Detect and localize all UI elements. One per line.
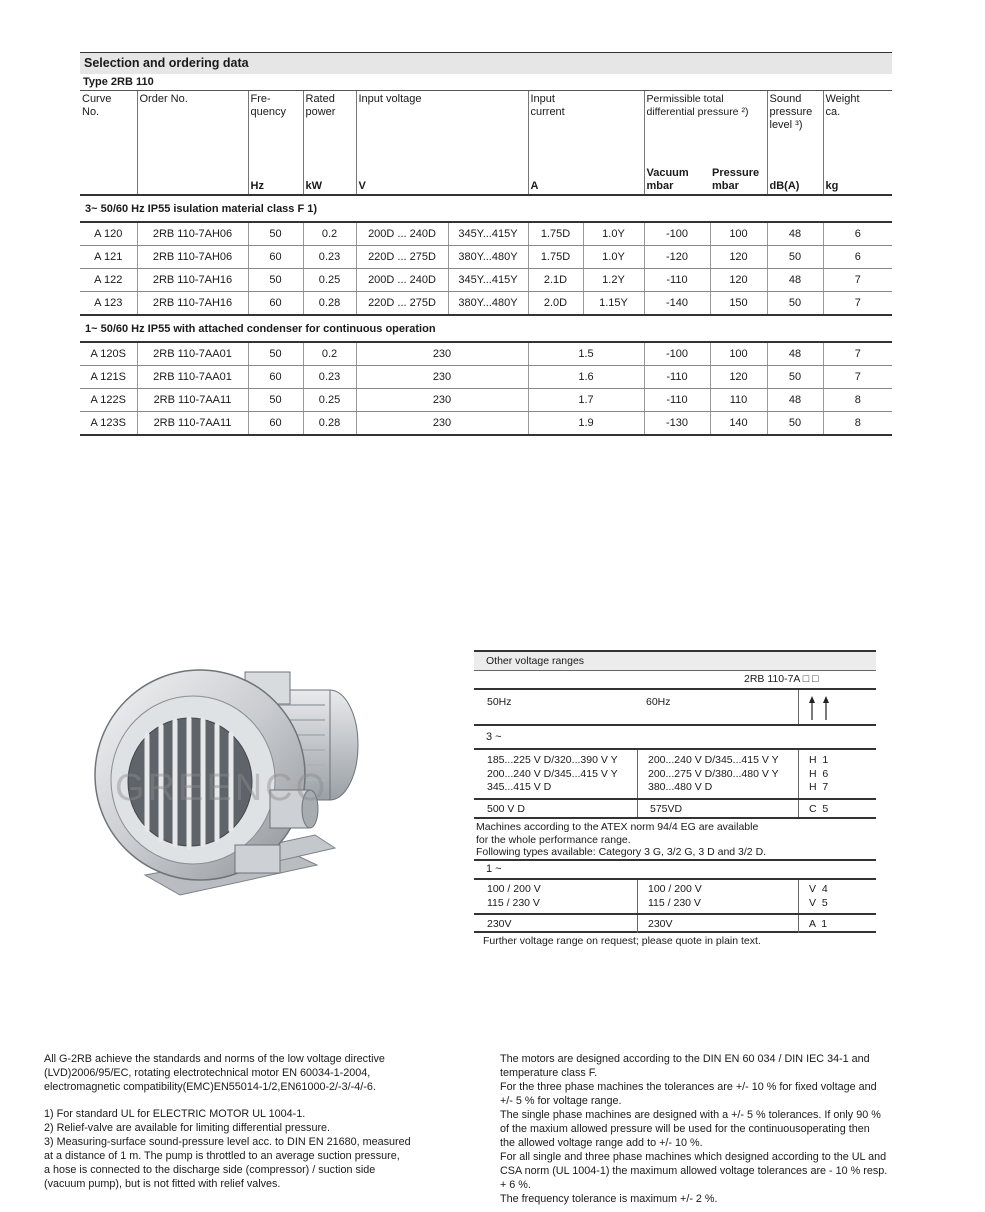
model-row <box>474 670 876 688</box>
cell-pressure: 120 <box>710 366 767 389</box>
cell-hz: 50 <box>248 389 303 412</box>
cell-current: 1.7 <box>528 389 644 412</box>
cell-curve: A 122S <box>80 389 137 412</box>
header-weight: Weight ca. <box>823 91 892 165</box>
type-label: Type 2RB 110 <box>80 75 892 91</box>
cell-order: 2RB 110-7AA11 <box>137 389 248 412</box>
cell-db: 50 <box>767 292 823 316</box>
cell-vacuum: -130 <box>644 412 710 436</box>
unit-curve <box>80 165 137 195</box>
cell-vacuum: -110 <box>644 366 710 389</box>
table-row <box>80 342 892 366</box>
table-units-row <box>80 165 892 195</box>
cell-current-y: 1.15Y <box>583 292 644 316</box>
cell-db: 50 <box>767 366 823 389</box>
cell-order: 2RB 110-7AA01 <box>137 342 248 366</box>
cell-curve: A 123S <box>80 412 137 436</box>
cell-voltage-d: 200D ... 240D <box>356 269 448 292</box>
unit-v: V <box>356 165 528 195</box>
voltage-footer: Further voltage range on request; please quote in plain text. <box>483 935 761 947</box>
single-phase-label: 1 ~ <box>486 863 502 875</box>
header-pressure: Permissible total differential pressure ²) <box>644 91 767 165</box>
single-codes: V 4 V 5 <box>809 883 828 909</box>
cell-vacuum: -110 <box>644 389 710 412</box>
selection-table <box>80 91 892 436</box>
three-50hz-500v: 500 V D <box>487 803 525 815</box>
blower-image <box>85 650 385 920</box>
cell-vacuum: -100 <box>644 342 710 366</box>
cell-curve: A 122 <box>80 269 137 292</box>
header-sound: Sound pressure level ³) <box>767 91 823 165</box>
cell-db: 48 <box>767 342 823 366</box>
single-60hz-230v: 230V <box>648 918 673 930</box>
three-50hz-ranges: 185...225 V D/320...390 V Y 200...240 V D/345...415 V Y 345...415 V D <box>487 754 618 793</box>
notes-right-ul: For all single and three phase machines which designed according to the UL and CSA norm (UL 1004-1) the maximum allowed voltage tolerances are - 10 % resp. + 6 %. <box>500 1151 888 1191</box>
unit-vacuum: Vacuum mbar <box>644 165 710 195</box>
cell-curve: A 123 <box>80 292 137 316</box>
three-code-c5: C 5 <box>809 803 829 815</box>
table-row <box>80 389 892 412</box>
cell-pressure: 120 <box>710 246 767 269</box>
code-divider <box>798 690 799 724</box>
col-divider <box>637 800 638 817</box>
cell-order: 2RB 110-7AH16 <box>137 292 248 316</box>
col-divider <box>637 880 638 913</box>
cell-pressure: 100 <box>710 342 767 366</box>
notes-right-three-phase: For the three phase machines the tolerances are +/- 10 % for fixed voltage and +/- 5 % for voltage range. <box>500 1081 877 1107</box>
notes-right-single-phase: The single phase machines are designed with a +/- 5 % tolerances. If only 90 % of the maxium allowed pressure will be used for the continuousoperating then the allowed voltage range add to +/- 10 %. <box>500 1109 881 1149</box>
col-50hz: 50Hz <box>487 696 512 708</box>
single-phase-row <box>474 859 876 878</box>
unit-kg: kg <box>823 165 892 195</box>
cell-pressure: 140 <box>710 412 767 436</box>
table-row <box>80 222 892 246</box>
section-three-phase <box>80 195 892 222</box>
cell-voltage: 230 <box>356 389 528 412</box>
section-single-phase-label: 1~ 50/60 Hz IP55 with attached condenser for continuous operation <box>80 315 892 342</box>
cell-kg: 6 <box>823 246 892 269</box>
cell-voltage-d: 220D ... 275D <box>356 292 448 316</box>
cell-kw: 0.28 <box>303 412 356 436</box>
header-power: Rated power <box>303 91 356 165</box>
cell-current: 1.6 <box>528 366 644 389</box>
cell-kw: 0.28 <box>303 292 356 316</box>
header-voltage: Input voltage <box>356 91 528 165</box>
cell-voltage-d: 200D ... 240D <box>356 222 448 246</box>
cell-order: 2RB 110-7AA01 <box>137 366 248 389</box>
cell-kg: 7 <box>823 366 892 389</box>
code-divider <box>798 800 799 817</box>
notes-left-footnotes: 1) For standard UL for ELECTRIC MOTOR UL 1004-1. 2) Relief-valve are available for limiting differential pressure. 3) Measuring-surface sound-pressure level acc. to DIN EN 21680, measured at a distance of 1 m. The pump is throttled to an average suction pressure, a hose is connected to the discharge side (compressor) / suction side (vacuum pump), but is not fitted with relief valves. <box>44 1108 411 1190</box>
cell-vacuum: -140 <box>644 292 710 316</box>
cell-current: 1.5 <box>528 342 644 366</box>
cell-curve: A 120 <box>80 222 137 246</box>
cell-pressure: 120 <box>710 269 767 292</box>
cell-db: 48 <box>767 389 823 412</box>
header-frequency: Fre- quency <box>248 91 303 165</box>
cell-kw: 0.25 <box>303 269 356 292</box>
table-row <box>80 269 892 292</box>
unit-hz: Hz <box>248 165 303 195</box>
table-row <box>80 292 892 316</box>
cell-kw: 0.25 <box>303 389 356 412</box>
cell-pressure: 150 <box>710 292 767 316</box>
col-divider <box>637 915 638 933</box>
cell-hz: 50 <box>248 342 303 366</box>
cell-order: 2RB 110-7AA11 <box>137 412 248 436</box>
code-divider <box>798 750 799 798</box>
notes-right-frequency: The frequency tolerance is maximum +/- 2 %. <box>500 1193 718 1205</box>
cell-db: 48 <box>767 222 823 246</box>
cell-vacuum: -120 <box>644 246 710 269</box>
cell-hz: 60 <box>248 246 303 269</box>
cell-kg: 8 <box>823 412 892 436</box>
cell-hz: 60 <box>248 292 303 316</box>
cell-order: 2RB 110-7AH16 <box>137 269 248 292</box>
cell-order: 2RB 110-7AH06 <box>137 222 248 246</box>
three-phase-row <box>474 724 876 748</box>
selection-title: Selection and ordering data <box>80 52 892 74</box>
cell-kw: 0.23 <box>303 366 356 389</box>
unit-order <box>137 165 248 195</box>
cell-voltage: 230 <box>356 366 528 389</box>
cell-kg: 7 <box>823 269 892 292</box>
three-phase-500v-row <box>474 798 876 817</box>
table-header-row <box>80 91 892 165</box>
cell-hz: 50 <box>248 222 303 246</box>
frequency-header-row <box>474 688 876 724</box>
cell-current-y: 1.2Y <box>583 269 644 292</box>
atex-note: Machines according to the ATEX norm 94/4 EG are available for the whole performance range. Following types available: Category 3 G, 3/2 G, 3 D and 3/2 D. <box>476 821 767 858</box>
cell-hz: 60 <box>248 412 303 436</box>
cell-kg: 6 <box>823 222 892 246</box>
cell-curve: A 121S <box>80 366 137 389</box>
cell-kg: 7 <box>823 342 892 366</box>
cell-current-d: 1.75D <box>528 246 583 269</box>
cell-current-d: 2.0D <box>528 292 583 316</box>
single-phase-ranges-row <box>474 878 876 913</box>
single-60hz-ranges: 100 / 200 V 115 / 230 V <box>648 883 702 909</box>
cell-hz: 60 <box>248 366 303 389</box>
code-divider <box>798 880 799 913</box>
cell-current-y: 1.0Y <box>583 246 644 269</box>
section-single-phase <box>80 315 892 342</box>
cell-current-y: 1.0Y <box>583 222 644 246</box>
section-three-phase-label: 3~ 50/60 Hz IP55 isulation material class F 1) <box>80 195 892 222</box>
notes-left <box>44 1052 464 1191</box>
header-curve: Curve No. <box>82 93 112 118</box>
single-phase-230v-row <box>474 913 876 933</box>
cell-kg: 7 <box>823 292 892 316</box>
unit-db: dB(A) <box>767 165 823 195</box>
cell-pressure: 100 <box>710 222 767 246</box>
cell-db: 50 <box>767 412 823 436</box>
cell-voltage-y: 345Y...415Y <box>448 222 528 246</box>
three-60hz-ranges: 200...240 V D/345...415 V Y 200...275 V D/380...480 V Y 380...480 V D <box>648 754 779 793</box>
single-code-a1: A 1 <box>809 918 828 930</box>
unit-kw: kW <box>303 165 356 195</box>
unit-pressure: Pressure mbar <box>710 165 767 195</box>
atex-note-row <box>474 817 876 859</box>
cell-kw: 0.2 <box>303 342 356 366</box>
cell-kw: 0.2 <box>303 222 356 246</box>
cell-voltage-y: 380Y...480Y <box>448 292 528 316</box>
cell-voltage-y: 345Y...415Y <box>448 269 528 292</box>
voltage-ranges-title-row <box>474 650 876 670</box>
cell-vacuum: -100 <box>644 222 710 246</box>
table-row <box>80 412 892 436</box>
cell-kg: 8 <box>823 389 892 412</box>
cell-vacuum: -110 <box>644 269 710 292</box>
three-phase-label: 3 ~ <box>486 731 502 743</box>
cell-order: 2RB 110-7AH06 <box>137 246 248 269</box>
arrows-up-icon <box>804 694 834 722</box>
cell-voltage-y: 380Y...480Y <box>448 246 528 269</box>
cell-curve: A 121 <box>80 246 137 269</box>
cell-voltage: 230 <box>356 412 528 436</box>
col-divider <box>637 750 638 798</box>
voltage-ranges-title: Other voltage ranges <box>486 655 585 667</box>
cell-db: 50 <box>767 246 823 269</box>
cell-pressure: 110 <box>710 389 767 412</box>
notes-right <box>500 1052 925 1206</box>
table-row <box>80 246 892 269</box>
three-60hz-575v: 575VD <box>650 803 683 815</box>
blower-illustration <box>85 650 385 920</box>
voltage-ranges-table <box>474 650 876 949</box>
cell-kw: 0.23 <box>303 246 356 269</box>
three-codes: H 1 H 6 H 7 <box>809 754 829 793</box>
single-50hz-230v: 230V <box>487 918 512 930</box>
header-current: Input current <box>528 91 644 165</box>
header-order: Order No. <box>137 91 248 165</box>
cell-db: 48 <box>767 269 823 292</box>
unit-a: A <box>528 165 644 195</box>
cell-hz: 50 <box>248 269 303 292</box>
code-divider <box>798 915 799 933</box>
cell-curve: A 120S <box>80 342 137 366</box>
cell-current-d: 2.1D <box>528 269 583 292</box>
col-60hz: 60Hz <box>646 696 671 708</box>
cell-voltage: 230 <box>356 342 528 366</box>
table-row <box>80 366 892 389</box>
cell-voltage-d: 220D ... 275D <box>356 246 448 269</box>
cell-current-d: 1.75D <box>528 222 583 246</box>
voltage-footer-row <box>474 933 876 949</box>
three-phase-ranges-row <box>474 748 876 798</box>
cell-current: 1.9 <box>528 412 644 436</box>
model-code: 2RB 110-7A □ □ <box>744 673 819 685</box>
notes-left-standards: All G-2RB achieve the standards and norms of the low voltage directive (LVD)2006/95/EC, rotating electrotechnical motor EN 60034-1-2004, electromagnetic compatibility(EMC)EN55014-1/2,EN61000-2/-3/-4/-6. <box>44 1053 385 1093</box>
single-50hz-ranges: 100 / 200 V 115 / 230 V <box>487 883 541 909</box>
watermark-text: GREENCO <box>115 767 329 809</box>
notes-right-design: The motors are designed according to the DIN EN 60 034 / DIN IEC 34-1 and temperature class F. <box>500 1053 870 1079</box>
